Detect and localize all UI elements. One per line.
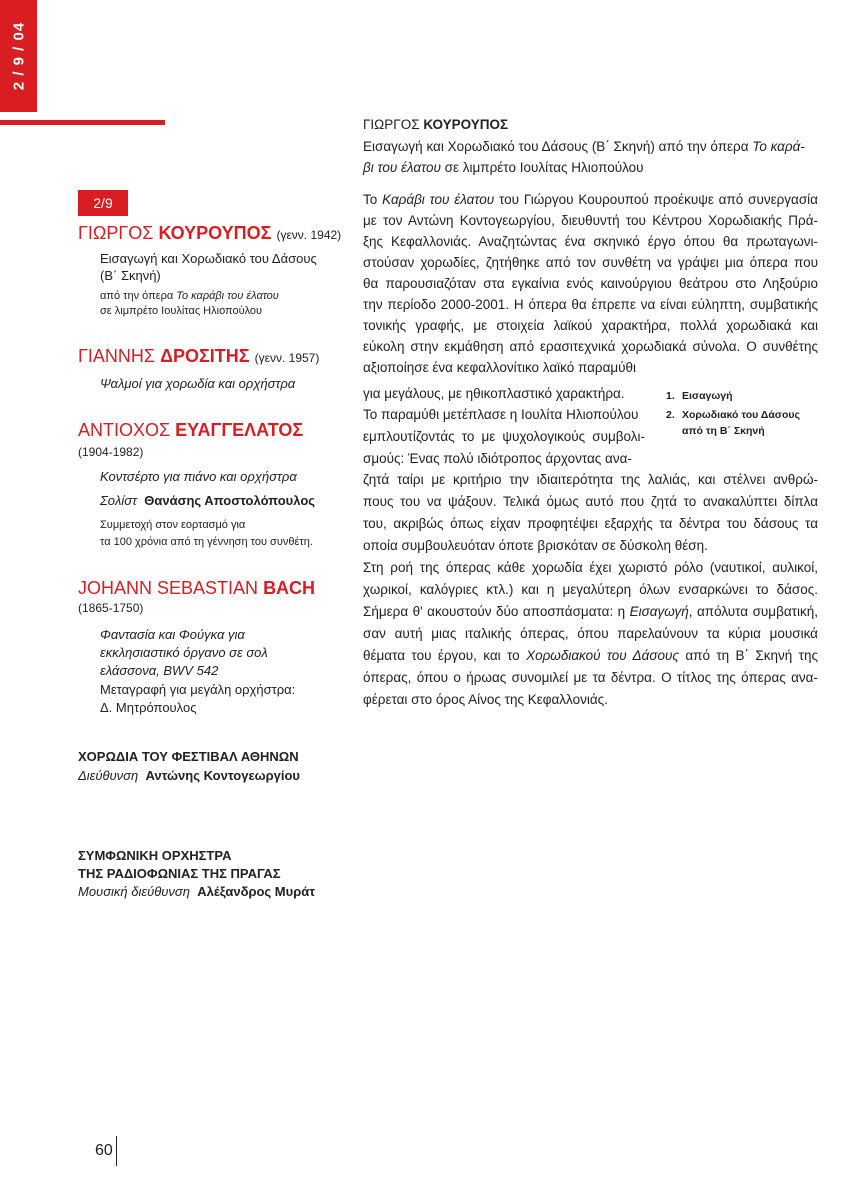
anniversary-note-line1: Συμμετοχή στον εορτασμό για	[100, 519, 246, 531]
excerpt-list-item-2	[666, 408, 800, 422]
choir-direction	[78, 767, 300, 785]
body-line: θα παρουσιαζόταν στα εγκαίνια ενός καινούργιου θεάτρου στο Ληξούριο	[363, 276, 818, 291]
orchestra-name-line1: ΣΥΜΦΩΝΙΚΗ ΟΡΧΗΣΤΡΑ	[78, 848, 232, 863]
opera-title: Το καράβι του έλατου	[176, 290, 279, 302]
soloist-label: Σολίστ	[100, 493, 138, 508]
director-name: Αντώνης Κοντογεωργίου	[145, 768, 300, 783]
work-title-line1: Φαντασία και Φούγκα για	[100, 627, 245, 642]
page-number: 60	[95, 1142, 113, 1159]
body-line: χωρικοί, καλόγριες κτλ.) και η μεγαλύτερη όλων ενσαρκώνει το δάσος.	[363, 582, 818, 597]
soloist-name: Θανάσης Αποστολόπουλος	[144, 493, 316, 508]
composer-last-name: ΚΟΥΡΟΥΠΟΣ	[158, 223, 272, 243]
composer-first-name: ΓΙΑΝΝΗΣ	[78, 346, 156, 366]
page-number-divider	[116, 1136, 117, 1166]
body-line: Το Καράβι του έλατου του Γιώργου Κουρουπού προέκυψε από συνεργασία	[363, 192, 818, 207]
composer-drositis	[78, 346, 319, 367]
composer-evangelatos	[78, 420, 303, 441]
excerpt-list-item-2-cont: από τη Β΄ Σκηνή	[682, 425, 765, 437]
direction-label: Διεύθυνση	[78, 768, 139, 783]
item-label: Χορωδιακό του Δάσους	[682, 409, 800, 421]
composer-first-name: JOHANN SEBASTIAN	[78, 578, 259, 598]
orchestra-name-line2: ΤΗΣ ΡΑΔΙΟΦΩΝΙΑΣ ΤΗΣ ΠΡΑΓΑΣ	[78, 866, 281, 881]
heading-first-name: ΓΙΩΡΓΟΣ	[363, 117, 420, 132]
orchestra-direction	[78, 883, 315, 901]
composer-last-name: BACH	[263, 578, 316, 598]
top-red-rule	[0, 120, 165, 125]
body-line: τονικής γραφής, με στοιχεία λαϊκού χαρακτήρα, πολλά χορωδιακά και	[363, 318, 818, 333]
date-side-tab-text: 2 / 9 / 04	[10, 21, 27, 91]
work-libretto: σε λιμπρέτο Ιουλίτας Ηλιοπούλου	[100, 305, 263, 317]
body-line: σαν αυτή μιας ιταλικής όπερας, όπου παρελαύνουν τα κύρια μουσικά	[363, 626, 818, 641]
soloist	[100, 492, 315, 509]
arrangement-line1: Μεταγραφή για μεγάλη ορχήστρα:	[100, 682, 296, 697]
excerpt-list-item-1	[666, 389, 733, 403]
body-line: εμπλουτίζοντάς το με ψυχολογικούς συμβολι-	[363, 429, 645, 444]
body-line: ξης Κεφαλλονιάς. Αναζητώντας ένα σκηνικό έργο όπου θα πρωταγωνι-	[363, 234, 818, 249]
composer-first-name: ΑΝΤΙΟΧΟΣ	[78, 420, 171, 440]
anniversary-note-line2: τα 100 χρόνια από τη γέννηση του συνθέτη.	[100, 536, 313, 548]
article-subheading-line1	[363, 137, 805, 157]
direction-label: Μουσική διεύθυνση	[78, 884, 190, 899]
composer-years: (γενν. 1957)	[254, 351, 320, 365]
article-heading	[363, 115, 508, 135]
item-number: 2.	[666, 409, 675, 421]
work-title: Κοντσέρτο για πιάνο και ορχήστρα	[100, 469, 297, 484]
heading-last-name: ΚΟΥΡΟΥΠΟΣ	[423, 117, 509, 132]
subheading-italic: βι του έλατου	[363, 160, 441, 175]
item-number: 1.	[666, 390, 675, 402]
subheading-text: Εισαγωγή και Χορωδιακό του Δάσους (Β΄ Σκηνή) από την όπερα	[363, 139, 749, 154]
composer-bach	[78, 578, 315, 599]
body-line: του, ακριβώς όπως είχαν προφητέψει εξαρχής τα δέντρα του δάσους τα	[363, 516, 818, 531]
conductor-name: Αλέξανδρος Μυράτ	[197, 884, 316, 899]
body-line: Σήμερα θ' ακουστούν δύο αποσπάσματα: η Εισαγωγή, απόλυτα συμβατική,	[363, 604, 818, 619]
from-label: από την όπερα	[100, 290, 174, 302]
body-line: ζητά ταίρι με κριτήριο την ιδιαιτερότητα της λαλιάς, και στέλνει ανθρώ-	[363, 472, 818, 487]
composer-last-name: ΔΡΟΣΙΤΗΣ	[160, 346, 250, 366]
body-line: φέρεται στο όρος Αίνος της Κεφαλλονιάς.	[363, 692, 608, 707]
composer-first-name: ΓΙΩΡΓΟΣ	[78, 223, 154, 243]
date-side-tab	[0, 0, 37, 112]
body-line: Στη ροή της όπερας κάθε χορωδία έχει χωριστό ρόλο (ναυτικοί, αυλικοί,	[363, 560, 818, 575]
body-line: εύκολη στην εκμάθηση από ερασιτεχνικά χορωδιακά σύνολα. Ο συνθέτης	[363, 339, 818, 354]
work-title-line3: ελάσσονα, BWV 542	[100, 663, 219, 678]
body-line: για μεγάλους, με ηθικοπλαστικό χαρακτήρα.	[363, 386, 625, 401]
work-title-line2: (Β΄ Σκηνή)	[100, 268, 161, 283]
work-title: Ψαλμοί για χορωδία και ορχήστρα	[100, 376, 296, 391]
body-line: σμούς: Ένας πολύ ιδιότροπος άρχοντας ανα-	[363, 451, 632, 466]
body-line: αξιοποίησε ένα κεφαλλονίτικο λαϊκό παραμύθι	[363, 360, 637, 375]
arrangement-line2: Δ. Μητρόπουλος	[100, 700, 197, 715]
work-title-line1: Εισαγωγή και Χορωδιακό του Δάσους	[100, 251, 317, 266]
body-line: με τον Αντώνη Κοντογεωργίου, διευθυντή του Κέντρου Χορωδιακής Πρά-	[363, 213, 818, 228]
body-line: θέματα του έργου, και το Χορωδιακού του Δάσους από τη Β΄ Σκηνή της	[363, 648, 818, 663]
subheading-italic: Το καρά-	[752, 139, 805, 154]
composer-last-name: ΕΥΑΓΓΕΛΑΤΟΣ	[175, 420, 304, 440]
body-line: πους του να ψάξουν. Τελικά όμως αυτό που ζητά το ανακαλύπτει δίπλα	[363, 494, 818, 509]
body-line: Το παραμύθι μετέπλασε η Ιουλίτα Ηλιοπούλου	[363, 407, 639, 422]
body-line: την περίοδο 2000-2001. Η όπερα θα έπρεπε να είναι εύληπτη, συμβατικής	[363, 297, 818, 312]
program-badge: 2/9	[78, 190, 128, 216]
composer-years: (γενν. 1942)	[276, 228, 342, 242]
choir-name: ΧΟΡΩΔΙΑ ΤΟΥ ΦΕΣΤΙΒΑΛ ΑΘΗΝΩΝ	[78, 749, 299, 764]
article-subheading-line2	[363, 158, 644, 178]
composer-years: (1865-1750)	[78, 601, 144, 615]
body-line: στούσαν χορωδίες, ζητήθηκε από τον συνθέτη να γράψει μια όπερα που	[363, 255, 818, 270]
body-line: όπερας, όπου ο ήρωας συνομιλεί με τα δέντρα. Ο τίτλος της όπερας ανα-	[363, 670, 818, 685]
work-title-line2: εκκλησιαστικό όργανο σε σολ	[100, 645, 268, 660]
composer-years: (1904-1982)	[78, 445, 144, 459]
body-line: οποία συμβουλευόταν όποτε βρισκόταν σε δύσκολη θέση.	[363, 538, 708, 553]
item-label: Εισαγωγή	[682, 390, 733, 402]
subheading-text: σε λιμπρέτο Ιουλίτας Ηλιοπούλου	[444, 160, 644, 175]
composer-kouroupos	[78, 223, 341, 244]
